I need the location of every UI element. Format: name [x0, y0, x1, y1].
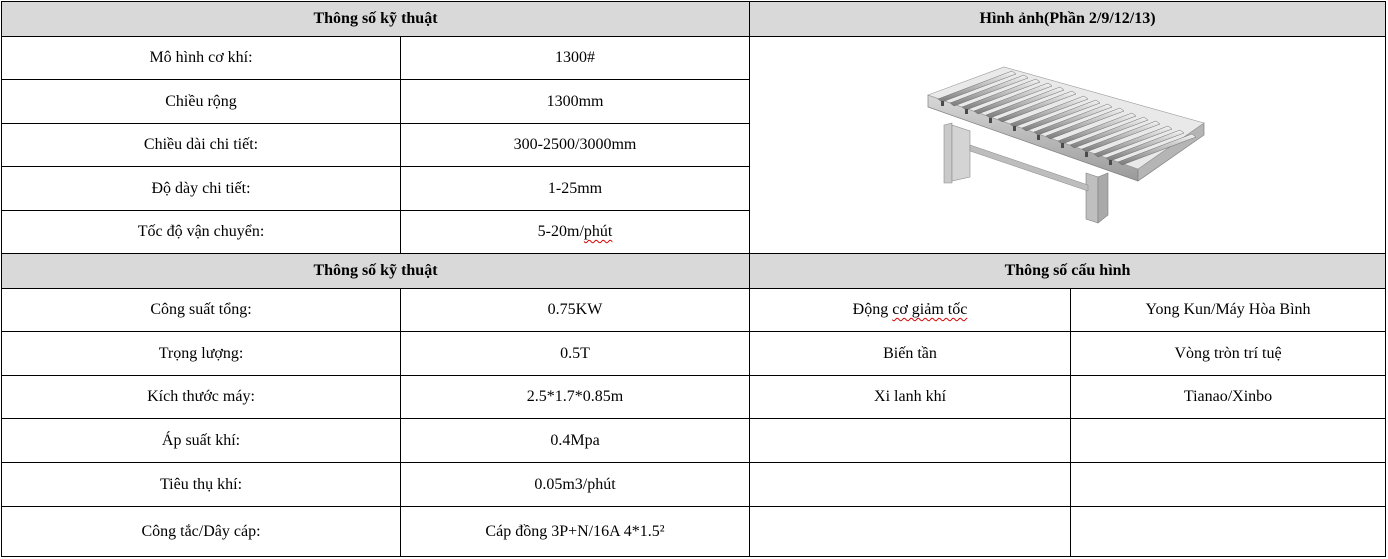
spec-value: 0.5T: [401, 332, 750, 376]
spec-label: Công suất tổng:: [2, 289, 401, 332]
spellcheck-phrase: cơ giảm tốc: [892, 301, 968, 318]
spec-label: Chiều dài chi tiết:: [2, 124, 401, 167]
spec-value: 300-2500/3000mm: [401, 124, 750, 167]
spec-label: Tốc độ vận chuyển:: [2, 211, 401, 254]
spec-value: 2.5*1.7*0.85m: [401, 376, 750, 419]
config-value: [1071, 463, 1386, 507]
spec-table: [1, 1, 1386, 557]
spec-label: Mô hình cơ khí:: [2, 37, 401, 80]
spec-value: 0.75KW: [401, 289, 750, 332]
spec-value: 0.4Mpa: [401, 419, 750, 463]
roller-conveyor-image: [908, 65, 1228, 225]
config-name: [750, 463, 1071, 507]
spec-value: 1300#: [401, 37, 750, 80]
spec-label: Độ dày chi tiết:: [2, 167, 401, 211]
config-value: [1071, 507, 1386, 557]
spec-label: Tiêu thụ khí:: [2, 463, 401, 507]
config-name: [750, 419, 1071, 463]
spec-value: [401, 211, 750, 254]
spec-value: 1300mm: [401, 80, 750, 124]
spellcheck-word: phút: [583, 223, 613, 240]
config-name: Xi lanh khí: [750, 376, 1071, 419]
config-header: Thông số cấu hình: [750, 254, 1386, 289]
spec-value: 1-25mm: [401, 167, 750, 211]
config-name-prefix: Động: [852, 301, 893, 318]
spec-label: Công tắc/Dây cáp:: [2, 507, 401, 557]
image-header: Hình ảnh(Phần 2/9/12/13): [750, 2, 1386, 37]
spec-label: Trọng lượng:: [2, 332, 401, 376]
spec-label: Áp suất khí:: [2, 419, 401, 463]
spec-value: 0.05m3/phút: [401, 463, 750, 507]
spec-label: Chiều rộng: [2, 80, 401, 124]
tech-spec-header: Thông số kỹ thuật: [2, 2, 750, 37]
spec-value: Cáp đồng 3P+N/16A 4*1.5²: [401, 507, 750, 557]
config-value: Yong Kun/Máy Hòa Bình: [1071, 289, 1386, 332]
spec-label: Kích thước máy:: [2, 376, 401, 419]
config-value: Vòng tròn trí tuệ: [1071, 332, 1386, 376]
config-name: Biến tần: [750, 332, 1071, 376]
config-name: [750, 289, 1071, 332]
config-value: [1071, 419, 1386, 463]
product-image-cell: [750, 37, 1386, 254]
value-prefix: 5-20m/: [537, 223, 584, 240]
config-value: Tianao/Xinbo: [1071, 376, 1386, 419]
tech-spec-header-2: Thông số kỹ thuật: [2, 254, 750, 289]
config-name: [750, 507, 1071, 557]
